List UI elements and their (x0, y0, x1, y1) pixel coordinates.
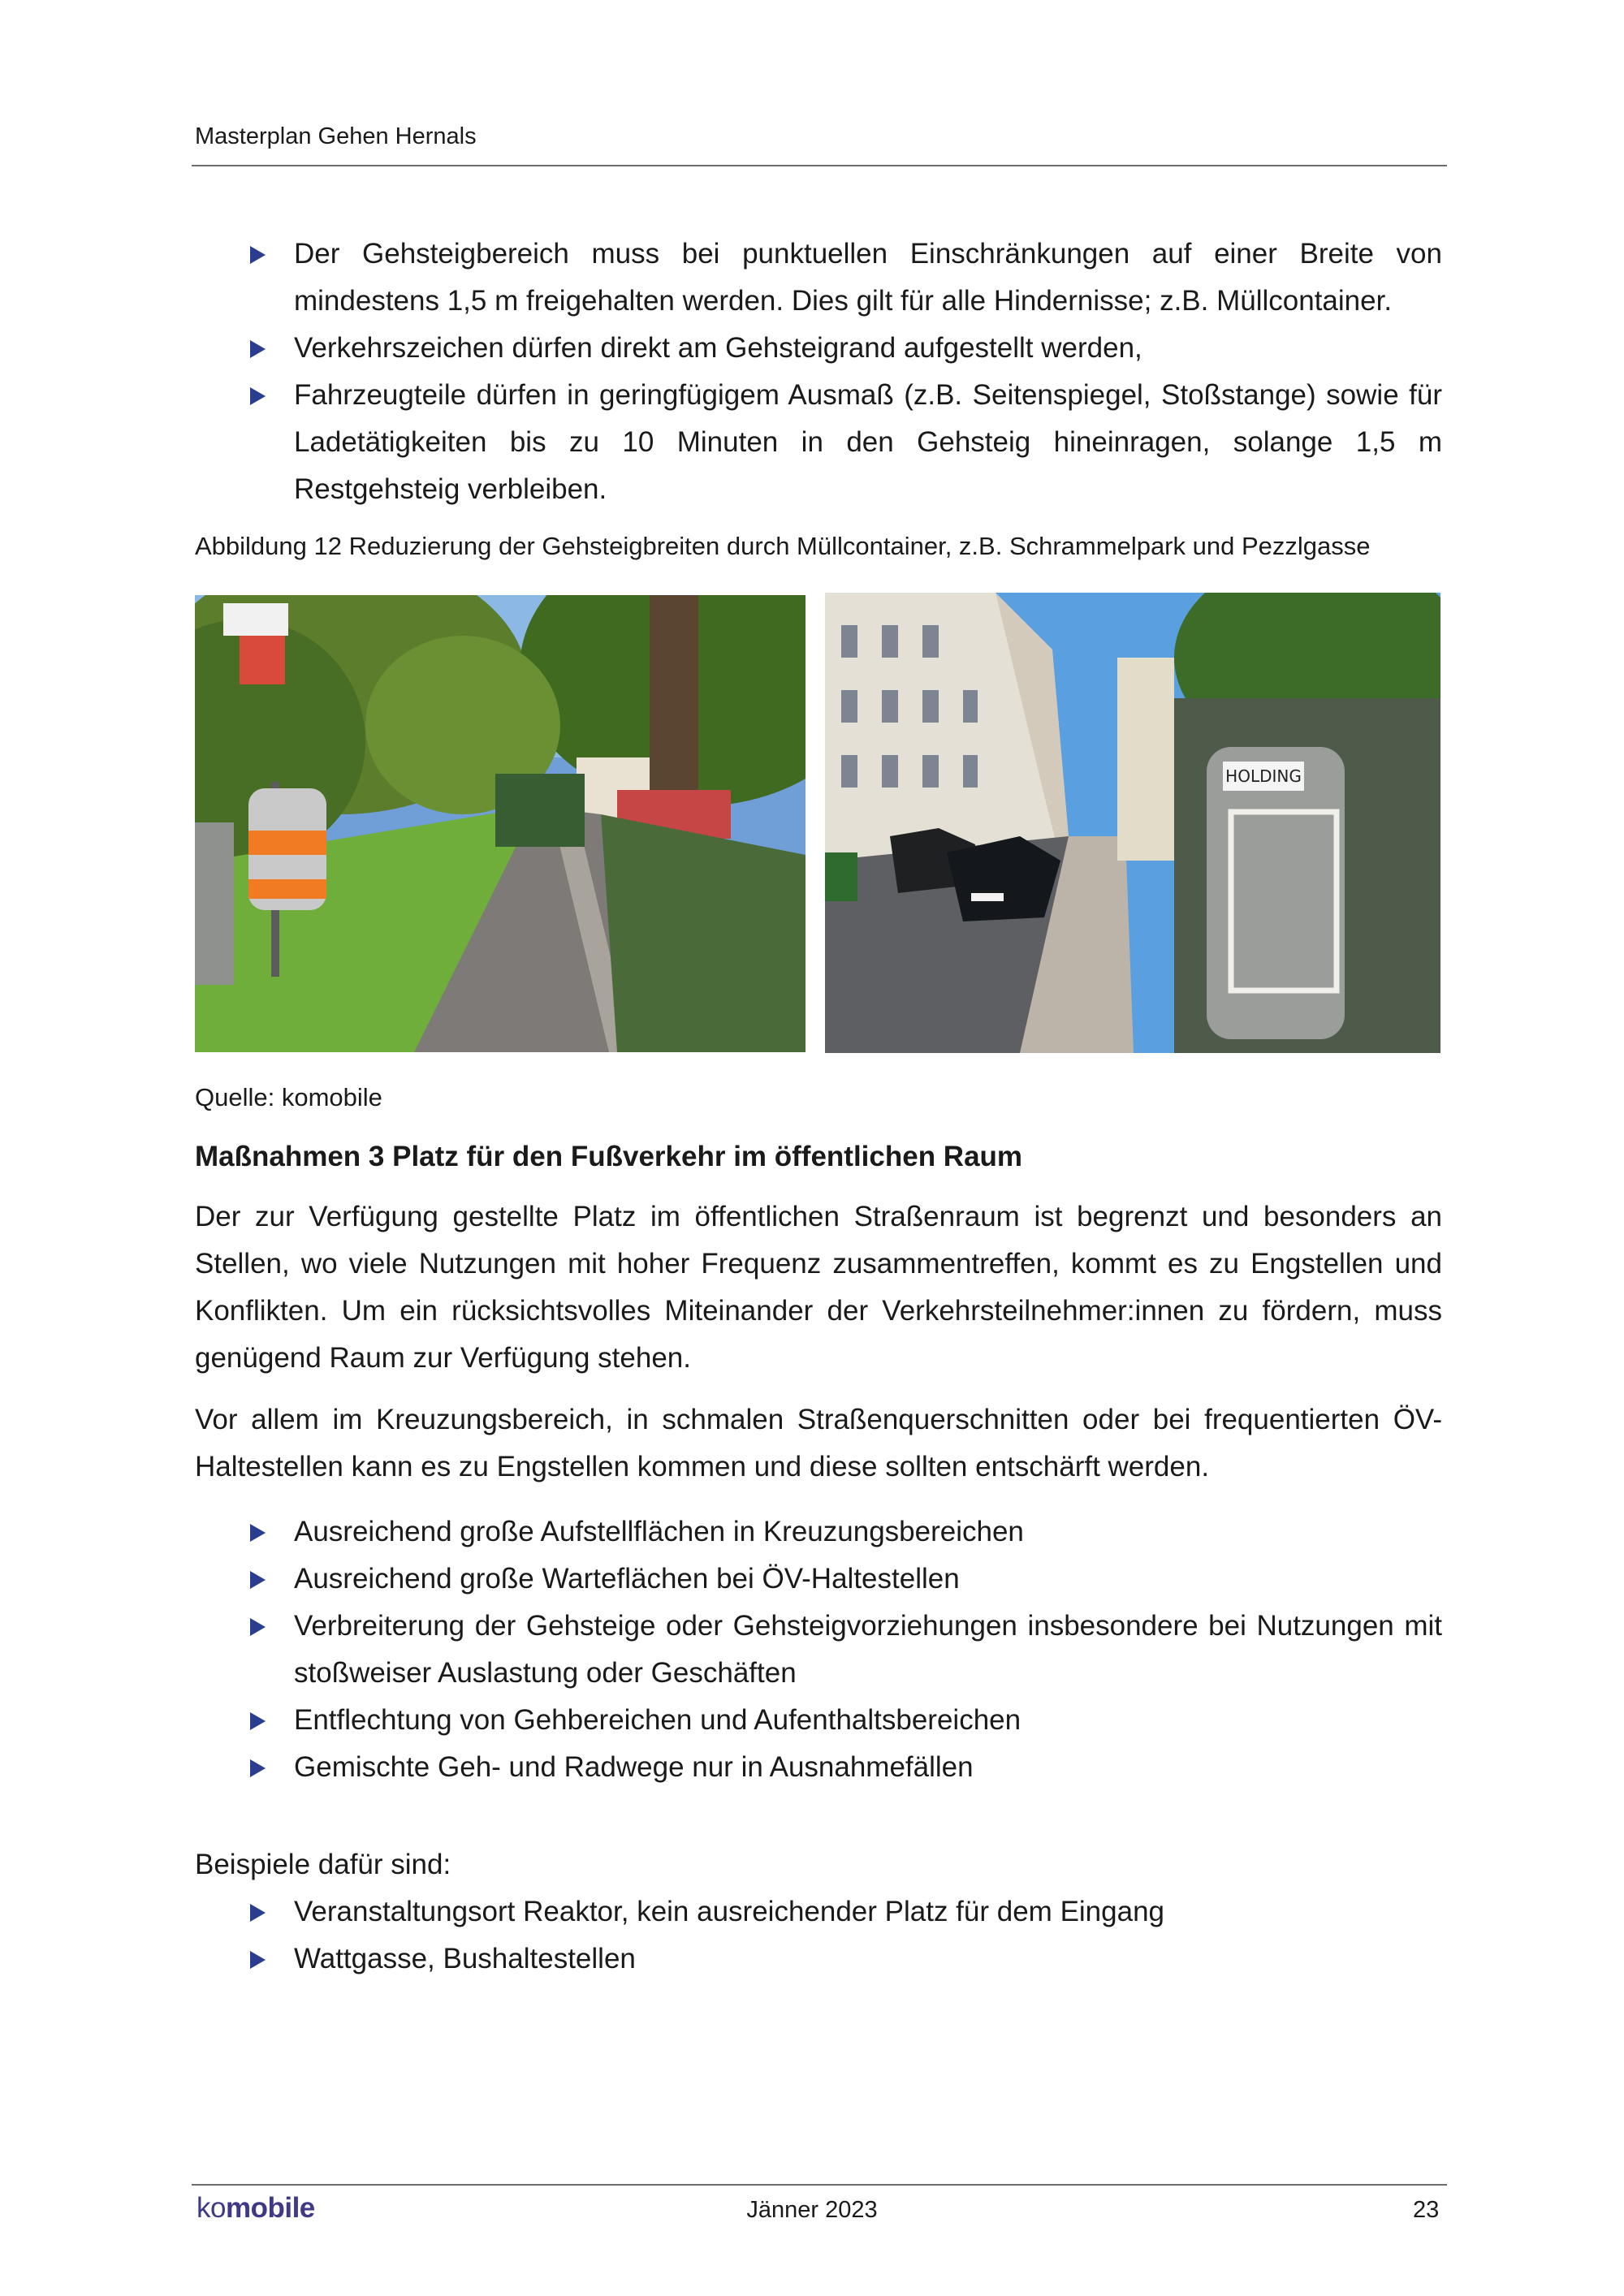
examples-label: Beispiele dafür sind: (195, 1849, 451, 1880)
photo-street-container-image (825, 593, 1440, 1053)
list-item: Entflechtung von Gehbereichen und Aufenthaltsbereichen (244, 1697, 1442, 1744)
list-item: Veranstaltungsort Reaktor, kein ausreichender Platz für dem Eingang (244, 1888, 1442, 1936)
paragraph-2: Vor allem im Kreuzungsbereich, in schmalen Straßenquerschnitten oder bei frequentierten ÖV-Haltestellen kann es zu Engstellen kommen und diese sollten entschärft werden. (195, 1404, 1442, 1482)
figure-caption: Abbildung 12 Reduzierung der Gehsteigbreiten durch Müllcontainer, z.B. Schrammelpark und Pezzlgasse (195, 532, 1371, 560)
bullet-triangle-icon (250, 246, 266, 264)
bullet-list-examples (244, 1888, 1442, 1983)
section-heading: Maßnahmen 3 Platz für den Fußverkehr im öffentlichen Raum (195, 1141, 1023, 1172)
photo-park-path-image (195, 595, 806, 1052)
list-item: Der Gehsteigbereich muss bei punktuellen Einschränkungen auf einer Breite von mindestens 1,5 m freigehalten werden. Dies gilt für alle Hindernisse; z.B. Müllcontainer. (244, 231, 1442, 325)
svg-text:HOLDING: HOLDING (1225, 766, 1302, 786)
header-divider (192, 165, 1447, 166)
list-item: Verkehrszeichen dürfen direkt am Gehsteigrand aufgestellt werden, (244, 325, 1442, 372)
photo-street-container (825, 593, 1440, 1053)
bullet-triangle-icon (250, 1618, 266, 1636)
bullet-triangle-icon (250, 1904, 266, 1922)
figure-source: Quelle: komobile (195, 1083, 382, 1111)
bullet-list-measures (244, 1508, 1442, 1791)
bullet-triangle-icon (250, 340, 266, 358)
bullet-triangle-icon (250, 1951, 266, 1969)
bullet-triangle-icon (250, 1759, 266, 1777)
list-item: Ausreichend große Warteflächen bei ÖV-Haltestellen (244, 1556, 1442, 1603)
bullet-triangle-icon (250, 387, 266, 405)
footer-divider (192, 2184, 1447, 2186)
komobile-logo: komobile (197, 2192, 315, 2224)
list-item: Verbreiterung der Gehsteige oder Gehsteigvorziehungen insbesondere bei Nutzungen mit stoßweiser Auslastung oder Geschäften (244, 1603, 1442, 1697)
page-number: 23 (1413, 2197, 1440, 2223)
list-item: Wattgasse, Bushaltestellen (244, 1936, 1442, 1983)
bullet-triangle-icon (250, 1712, 266, 1730)
list-item: Gemischte Geh- und Radwege nur in Ausnahmefällen (244, 1744, 1442, 1791)
list-item: Fahrzeugteile dürfen in geringfügigem Ausmaß (z.B. Seitenspiegel, Stoßstange) sowie für Ladetätigkeiten bis zu 10 Minuten in den Gehsteig hineinragen, solange 1,5 m Restgehsteig verbleiben. (244, 372, 1442, 513)
bullet-triangle-icon (250, 1524, 266, 1542)
list-item: Ausreichend große Aufstellflächen in Kreuzungsbereichen (244, 1508, 1442, 1556)
paragraph-1: Der zur Verfügung gestellte Platz im öffentlichen Straßenraum ist begrenzt und besonders an Stellen, wo viele Nutzungen mit hoher Frequenz zusammentreffen, kommt es zu Engstellen und Konflikten. Um ein rücksichtsvolles Miteinander der Verkehrsteilnehmer:innen zu fördern, muss genügend Raum zur Verfügung stehen. (195, 1201, 1442, 1374)
bullet-list-rules (244, 231, 1442, 513)
footer-date: Jänner 2023 (746, 2197, 878, 2223)
bullet-triangle-icon (250, 1571, 266, 1589)
photo-park-path (195, 595, 806, 1052)
page-header-title: Masterplan Gehen Hernals (195, 123, 477, 149)
